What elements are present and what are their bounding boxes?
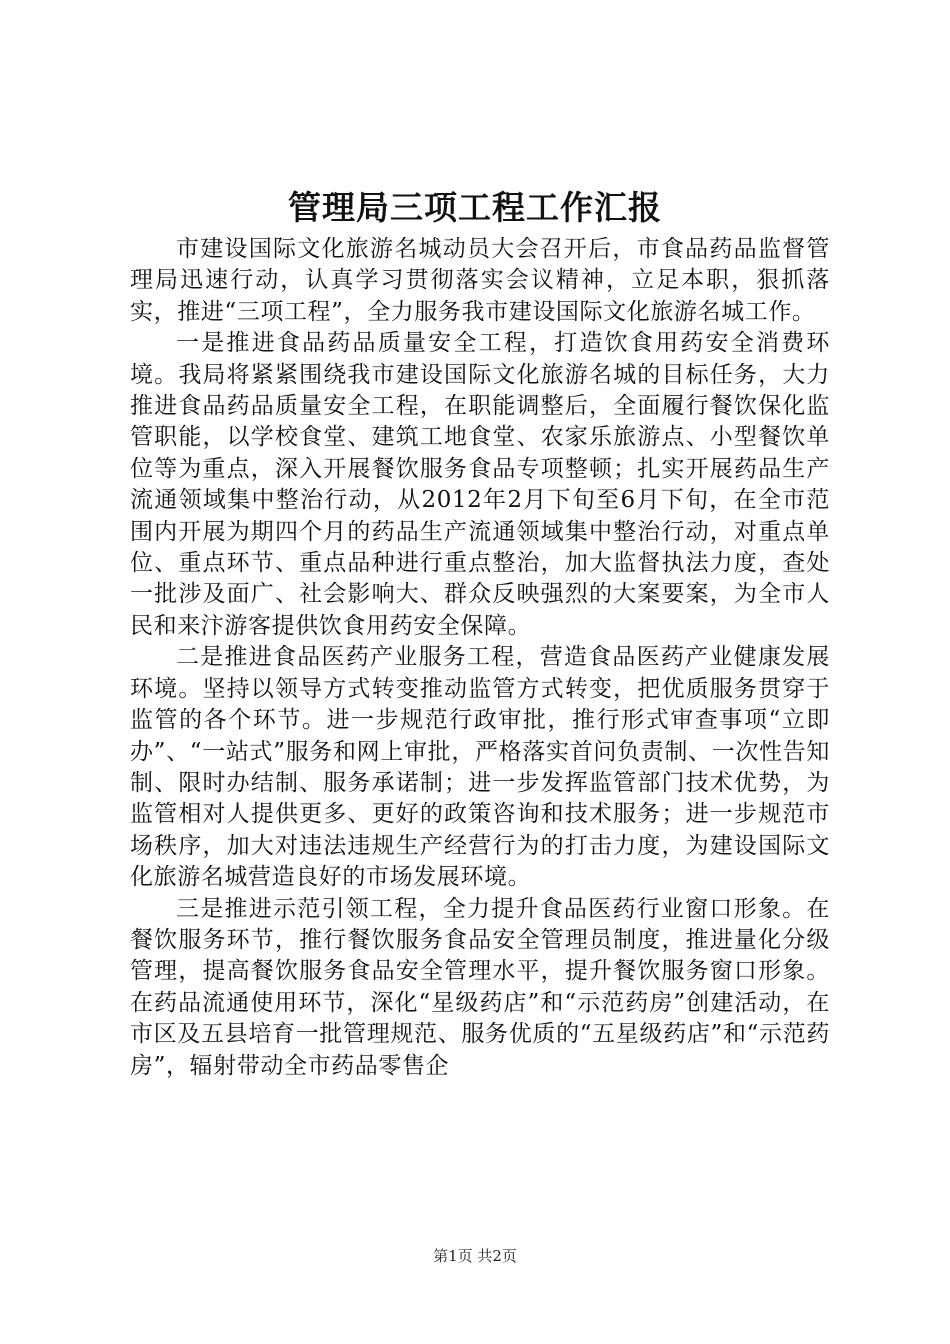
document-body xyxy=(130,234,830,1082)
paragraph-food-drug-safety: 一是推进食品药品质量安全工程，打造饮食用药安全消费环境。我局将紧紧围绕我市建设国际文化旅游名城的目标任务，大力推进食品药品质量安全工程，在职能调整后，全面履行餐饮保化监管职能，以学校食堂、建筑工地食堂、农家乐旅游点、小型餐饮单位等为重点，深入开展餐饮服务食品专项整顿；扎实开展药品生产流通领域集中整治行动，从2012年2月下旬至6月下旬，在全市范围内开展为期四个月的药品生产流通领域集中整治行动，对重点单位、重点环节、重点品种进行重点整治，加大监督执法力度，查处一批涉及面广、社会影响大、群众反映强烈的大案要案，为全市人民和来汴游客提供饮食用药安全保障。 xyxy=(130,330,830,639)
paragraph-demonstration: 三是推进示范引领工程，全力提升食品医药行业窗口形象。在餐饮服务环节，推行餐饮服务食品安全管理员制度，推进量化分级管理，提高餐饮服务食品安全管理水平，提升餐饮服务窗口形象。在药品流通使用环节，深化“星级药店”和“示范药房”创建活动，在市区及五县培育一批管理规范、服务优质的“五星级药店”和“示范药房”，辐射带动全市药品零售企 xyxy=(130,895,830,1079)
page-footer: 第1页 共2页 xyxy=(433,1247,517,1265)
paragraph-intro: 市建设国际文化旅游名城动员大会召开后，市食品药品监督管理局迅速行动，认真学习贯彻落实会议精神，立足本职，狠抓落实，推进“三项工程”，全力服务我市建设国际文化旅游名城工作。 xyxy=(130,236,830,325)
page-title: 管理局三项工程工作汇报 xyxy=(288,188,662,227)
paragraph-industry-service: 二是推进食品医药产业服务工程，营造食品医药产业健康发展环境。坚持以领导方式转变推动监管方式转变，把优质服务贯穿于监管的各个环节。进一步规范行政审批，推行形式审查事项“立即办”、“一站式”服务和网上审批，严格落实首问负责制、一次性告知制、限时办结制、服务承诺制；进一步发挥监管部门技术优势，为监管相对人提供更多、更好的政策咨询和技术服务；进一步规范市场秩序，加大对违法违规生产经营行为的打击力度，为建设国际文化旅游名城营造良好的市场发展环境。 xyxy=(130,644,830,891)
